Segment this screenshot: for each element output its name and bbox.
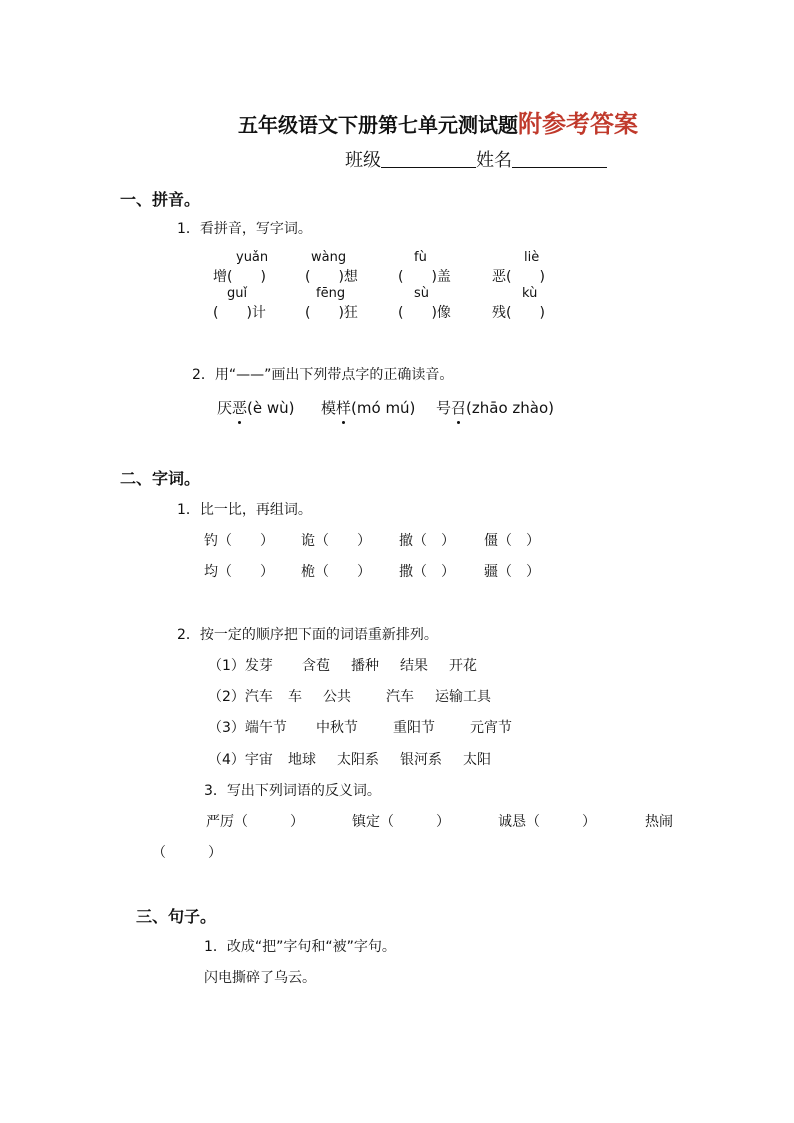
item2-pinyin: (mó mú) — [351, 399, 416, 417]
list1-item-5: 开花 — [449, 658, 477, 674]
title-main: 五年级语文下册第七单元测试题 — [238, 113, 518, 137]
item3-pre: 号 — [436, 399, 452, 417]
word-blank-1[interactable]: 增( ) — [213, 269, 266, 285]
item3-dotted-char: 召 — [451, 399, 467, 417]
item1-dotted-char: 恶 — [232, 399, 248, 417]
compare-8[interactable]: 疆（ ） — [484, 564, 540, 580]
item3-pinyin: (zhāo zhào) — [466, 399, 555, 417]
list2-item-2: 车 — [288, 689, 302, 705]
item1-pre: 厌 — [217, 399, 233, 417]
item2-pre: 模 — [321, 399, 337, 417]
antonym-3[interactable]: 诚恳（ ） — [498, 814, 596, 830]
list3-item-4: 元宵节 — [470, 720, 512, 736]
word-blank-3[interactable]: ( )盖 — [398, 269, 451, 285]
section-2-title: 二、字词。 — [120, 469, 201, 488]
compare-4[interactable]: 僵（ ） — [484, 533, 540, 549]
sec3-sentence: 闪电撕碎了乌云。 — [204, 970, 316, 986]
title-answer-note: 附参考答案 — [518, 109, 638, 138]
compare-6[interactable]: 桅（ ） — [301, 564, 371, 580]
list1-item-3: 播种 — [351, 658, 379, 674]
list3-item-2: 中秋节 — [316, 720, 358, 736]
antonym-2[interactable]: 镇定（ ） — [352, 814, 450, 830]
list4-item-2: 地球 — [288, 752, 316, 768]
compare-5[interactable]: 均（ ） — [204, 564, 274, 580]
list4-item-1: （4）宇宙 — [208, 752, 273, 768]
pinyin-1: yuǎn — [236, 250, 269, 265]
pinyin-2: wàng — [311, 250, 347, 265]
list2-item-3: 公共 — [323, 689, 351, 705]
pinyin-4: liè — [524, 250, 540, 265]
sec1-q2: 2．用“——”画出下列带点字的正确读音。 — [192, 367, 454, 383]
pinyin-3: fù — [414, 250, 427, 265]
class-blank[interactable] — [381, 149, 476, 168]
pinyin-7: sù — [414, 286, 430, 301]
list2-item-5: 运输工具 — [435, 689, 491, 705]
list1-item-2: 含苞 — [302, 658, 330, 674]
list3-item-1: （3）端午节 — [208, 720, 287, 736]
word-blank-7[interactable]: ( )像 — [398, 305, 451, 321]
antonym-4-label: 热闹 — [645, 814, 673, 830]
antonym-4-blank[interactable]: （ ） — [152, 845, 222, 861]
reading-item-2[interactable] — [321, 397, 415, 418]
list1-item-1: （1）发芽 — [208, 658, 273, 674]
reading-item-3[interactable] — [436, 397, 554, 418]
word-blank-8[interactable]: 残( ) — [492, 305, 545, 321]
word-blank-4[interactable]: 恶( ) — [492, 269, 545, 285]
antonym-1[interactable]: 严厉（ ） — [206, 814, 304, 830]
reading-item-1[interactable] — [217, 397, 295, 418]
sec3-q1: 1．改成“把”字句和“被”字句。 — [204, 939, 396, 955]
class-name-line — [345, 146, 607, 172]
page-title — [238, 104, 638, 139]
class-label: 班级 — [345, 150, 381, 171]
compare-1[interactable]: 钓（ ） — [204, 533, 274, 549]
list4-item-5: 太阳 — [463, 752, 491, 768]
word-blank-5[interactable]: ( )计 — [213, 305, 266, 321]
word-blank-2[interactable]: ( )想 — [305, 269, 358, 285]
name-label: 姓名 — [476, 150, 512, 171]
item1-pinyin: (è wù) — [247, 399, 295, 417]
pinyin-8: kù — [522, 286, 538, 301]
list2-item-4: 汽车 — [386, 689, 414, 705]
sec2-q1: 1．比一比，再组词。 — [177, 502, 312, 518]
compare-7[interactable]: 撒（ ） — [399, 564, 455, 580]
sec1-q1: 1．看拼音，写字词。 — [177, 221, 312, 237]
item2-dotted-char: 样 — [336, 399, 352, 417]
name-blank[interactable] — [512, 149, 607, 168]
list4-item-4: 银河系 — [400, 752, 442, 768]
word-blank-6[interactable]: ( )狂 — [305, 305, 358, 321]
list4-item-3: 太阳系 — [337, 752, 379, 768]
compare-3[interactable]: 撤（ ） — [399, 533, 455, 549]
pinyin-6: fēng — [316, 286, 346, 301]
list2-item-1: （2）汽车 — [208, 689, 273, 705]
list1-item-4: 结果 — [400, 658, 428, 674]
section-1-title: 一、拼音。 — [120, 190, 201, 209]
section-3-title: 三、句子。 — [136, 907, 217, 926]
pinyin-5: guǐ — [227, 286, 248, 301]
sec2-q3: 3．写出下列词语的反义词。 — [204, 783, 381, 799]
sec2-q2: 2．按一定的顺序把下面的词语重新排列。 — [177, 627, 438, 643]
list3-item-3: 重阳节 — [393, 720, 435, 736]
compare-2[interactable]: 诡（ ） — [301, 533, 371, 549]
